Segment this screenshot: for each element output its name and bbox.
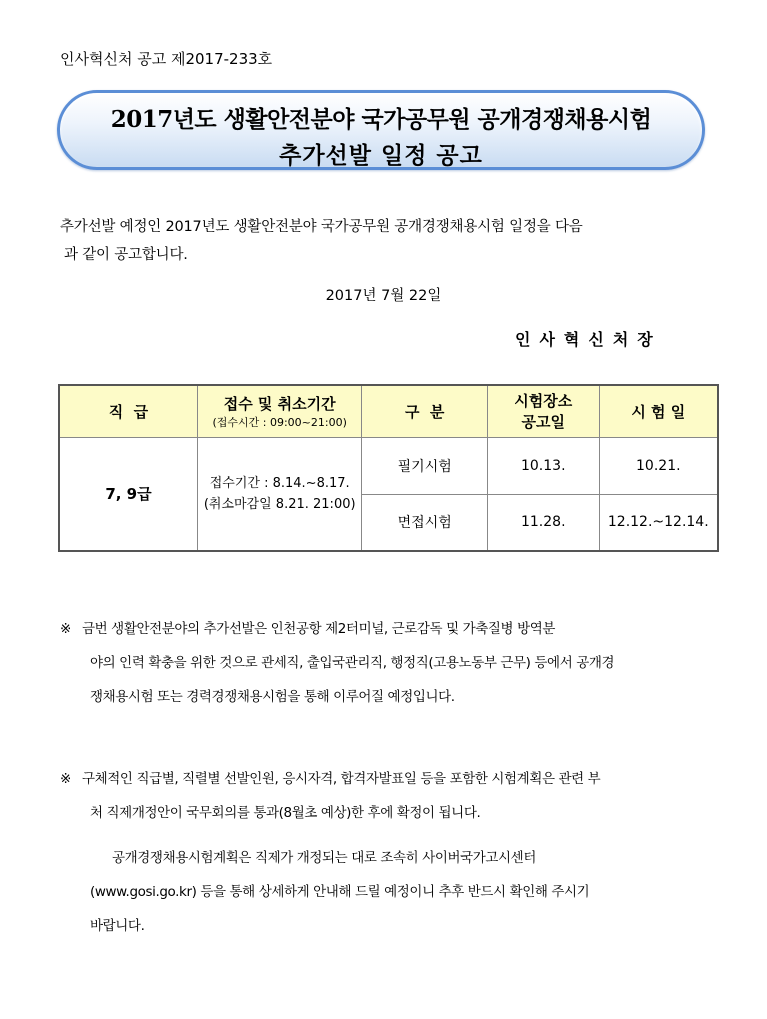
note-1-line-2: 야의 인력 확충을 위한 것으로 관세직, 출입국관리직, 행정직(고용노동부 근무) 등에서 공개경 bbox=[90, 655, 615, 671]
title-line-1: 2017년도 생활안전분야 국가공무원 공개경쟁채용시험 bbox=[110, 106, 652, 133]
venue-date-cell: 11.28. bbox=[487, 494, 599, 551]
announcement-date: 2017년 7월 22일 bbox=[325, 288, 442, 304]
header-venue-date: 시험장소 공고일 bbox=[487, 385, 599, 437]
note-1-line-3: 쟁채용시험 또는 경력경쟁채용시험을 통해 이루어질 예정입니다. bbox=[90, 689, 455, 705]
schedule-table bbox=[58, 384, 719, 552]
reference-mark: ※ bbox=[60, 771, 71, 787]
header-grade: 직 급 bbox=[59, 385, 197, 437]
intro-paragraph bbox=[60, 213, 710, 269]
title-banner bbox=[57, 90, 705, 170]
note-3-line-2: (www.gosi.go.kr) 등을 통해 상세하게 안내해 드릴 예정이니 추후 반드시 확인해 주시기 bbox=[90, 884, 590, 900]
note-2-line-1: 구체적인 직급별, 직렬별 선발인원, 응시자격, 합격자발표일 등을 포함한 시험계획은 관련 부 bbox=[82, 771, 601, 787]
note-3-line-1: 공개경쟁채용시험계획은 직제가 개정되는 대로 조속히 사이버국가고시센터 bbox=[112, 850, 536, 866]
category-cell: 면접시험 bbox=[362, 494, 488, 551]
notice-number: 인사혁신처 공고 제2017-233호 bbox=[60, 50, 273, 68]
venue-date-cell: 10.13. bbox=[487, 437, 599, 494]
note-3-line-3: 바랍니다. bbox=[90, 918, 145, 934]
grade-cell: 7, 9급 bbox=[59, 437, 197, 551]
category-cell: 필기시험 bbox=[362, 437, 488, 494]
exam-date-cell: 10.21. bbox=[599, 437, 718, 494]
note-2 bbox=[60, 762, 710, 830]
intro-line-1: 추가선발 예정인 2017년도 생활안전분야 국가공무원 공개경쟁채용시험 일정을 다음 bbox=[60, 219, 583, 235]
header-category: 구 분 bbox=[362, 385, 488, 437]
header-exam-date: 시 험 일 bbox=[599, 385, 718, 437]
header-period: 접수 및 취소기간 (접수시간 : 09:00~21:00) bbox=[197, 385, 362, 437]
signer: 인사혁신처장 bbox=[515, 330, 662, 349]
reference-mark: ※ bbox=[60, 621, 71, 637]
period-line-2: (취소마감일 8.21. 21:00) bbox=[203, 496, 356, 512]
table-header-row bbox=[59, 385, 718, 437]
period-cell bbox=[197, 437, 362, 551]
table-row bbox=[59, 437, 718, 494]
intro-line-2: 과 같이 공고합니다. bbox=[64, 247, 188, 263]
note-3 bbox=[90, 841, 710, 943]
title-line-2: 추가선발 일정 공고 bbox=[279, 142, 483, 169]
note-1-line-1: 금번 생활안전분야의 추가선발은 인천공항 제2터미널, 근로감독 및 가축질병 방역분 bbox=[82, 621, 556, 637]
exam-date-cell: 12.12.~12.14. bbox=[599, 494, 718, 551]
note-2-line-2: 처 직제개정안이 국무회의를 통과(8월초 예상)한 후에 확정이 됩니다. bbox=[90, 805, 481, 821]
period-line-1: 접수기간 : 8.14.~8.17. bbox=[209, 475, 350, 491]
note-1 bbox=[60, 612, 710, 714]
